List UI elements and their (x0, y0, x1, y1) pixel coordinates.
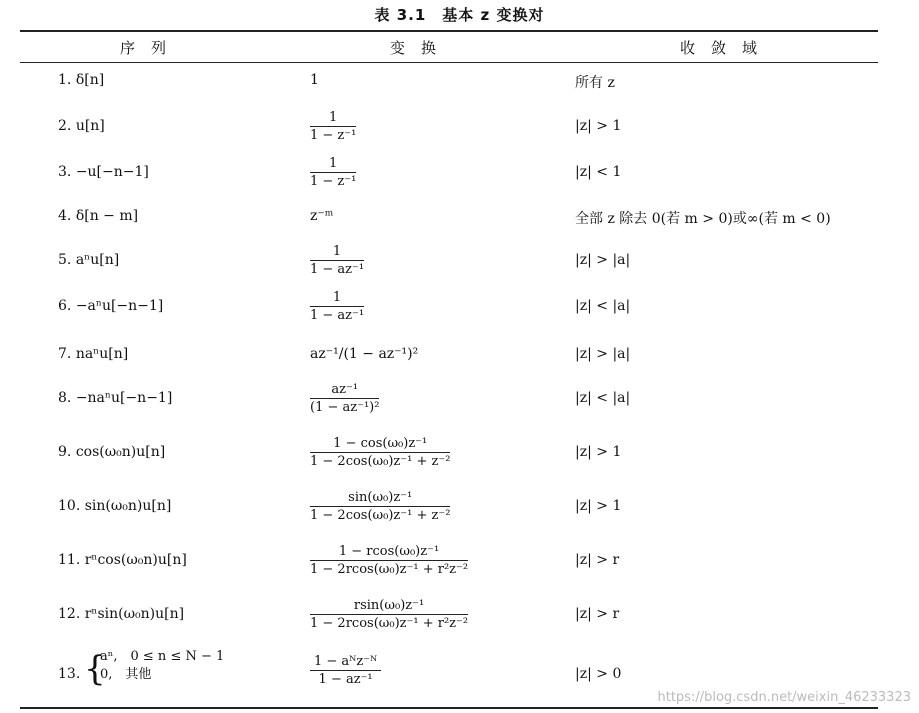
table-title: 表 3.1 基本 z 变换对 (374, 6, 545, 24)
row-roc: |z| > 1 (575, 118, 622, 134)
z-transform-table (20, 30, 878, 709)
row-roc: 全部 z 除去 0(若 m > 0)或∞(若 m < 0) (575, 211, 831, 227)
row-transform: 1 (310, 72, 319, 88)
row-transform-fraction: $\frac{\text{1 − rcos(ω₀)z⁻¹}}{\text{1 − 2rcos(ω₀)z⁻¹ + r²z⁻²}}$ (310, 544, 469, 577)
row-sequence: 2. u[n] (58, 118, 105, 134)
row-roc: |z| > 1 (575, 498, 622, 514)
row-roc: |z| > |a| (575, 346, 631, 362)
row-roc: |z| > |a| (575, 252, 631, 268)
row-sequence: 3. −u[−n−1] (58, 164, 149, 180)
row-transform-fraction: 1 − aᴺz⁻ᴺ 1 − az⁻¹ (310, 654, 381, 687)
row-sequence: 1. δ[n] (58, 72, 105, 88)
row-number: 13. (58, 666, 81, 682)
row-sequence: 4. δ[n − m] (58, 208, 139, 224)
row-sequence: 10. sin(ω₀n)u[n] (58, 498, 172, 514)
header-sequence: 序列 (120, 39, 183, 57)
watermark: https://blog.csdn.net/weixin_46233323 (657, 690, 911, 705)
case-brace: { (84, 649, 106, 689)
row-roc: 所有 z (575, 75, 615, 91)
row-transform-fraction: $\frac{1}{\text{1 − z⁻¹}}$ (310, 156, 357, 189)
row-sequence: 7. naⁿu[n] (58, 346, 129, 362)
row-transform-fraction: $\frac{1}{\text{1 − az⁻¹}}$ (310, 244, 365, 277)
row-roc: |z| > r (575, 552, 620, 568)
header-transform: 变换 (390, 39, 453, 57)
row-transform-fraction: $\frac{\text{rsin(ω₀)z⁻¹}}{\text{1 − 2rcos(ω₀)z⁻¹ + r²z⁻²}}$ (310, 598, 469, 631)
row-sequence: 11. rⁿcos(ω₀n)u[n] (58, 552, 187, 568)
row-roc: |z| < |a| (575, 390, 631, 406)
row-sequence: 9. cos(ω₀n)u[n] (58, 444, 166, 460)
table-header (20, 32, 878, 63)
row-transform-fraction: $\frac{\text{az⁻¹}}{\text{(1 − az⁻¹)²}}$ (310, 382, 380, 415)
row-roc: |z| < |a| (575, 298, 631, 314)
row-roc: |z| > 0 (575, 666, 622, 682)
row-transform: az⁻¹/(1 − az⁻¹)² (310, 346, 419, 362)
row-sequence-cases: aⁿ, 0 ≤ n ≤ N − 1 0, 其他 (100, 649, 225, 682)
row-transform-fraction: $\frac{\text{1 − cos(ω₀)z⁻¹}}{\text{1 − 2cos(ω₀)z⁻¹ + z⁻²}}$ (310, 436, 451, 469)
row-transform-fraction: $\frac{1}{\text{1 − az⁻¹}}$ (310, 290, 365, 323)
row-roc: |z| < 1 (575, 164, 622, 180)
header-roc: 收敛域 (680, 39, 774, 57)
row-sequence: 5. aⁿu[n] (58, 252, 120, 268)
row-transform: z⁻ᵐ (310, 208, 334, 224)
row-sequence: 8. −naⁿu[−n−1] (58, 390, 173, 406)
row-sequence: 12. rⁿsin(ω₀n)u[n] (58, 606, 185, 622)
row-transform-fraction: $\frac{1}{\text{1 − z⁻¹}}$ (310, 110, 357, 143)
row-transform-fraction: $\frac{\text{sin(ω₀)z⁻¹}}{\text{1 − 2cos(ω₀)z⁻¹ + z⁻²}}$ (310, 490, 451, 523)
row-sequence: 6. −aⁿu[−n−1] (58, 298, 164, 314)
row-roc: |z| > 1 (575, 444, 622, 460)
row-roc: |z| > r (575, 606, 620, 622)
